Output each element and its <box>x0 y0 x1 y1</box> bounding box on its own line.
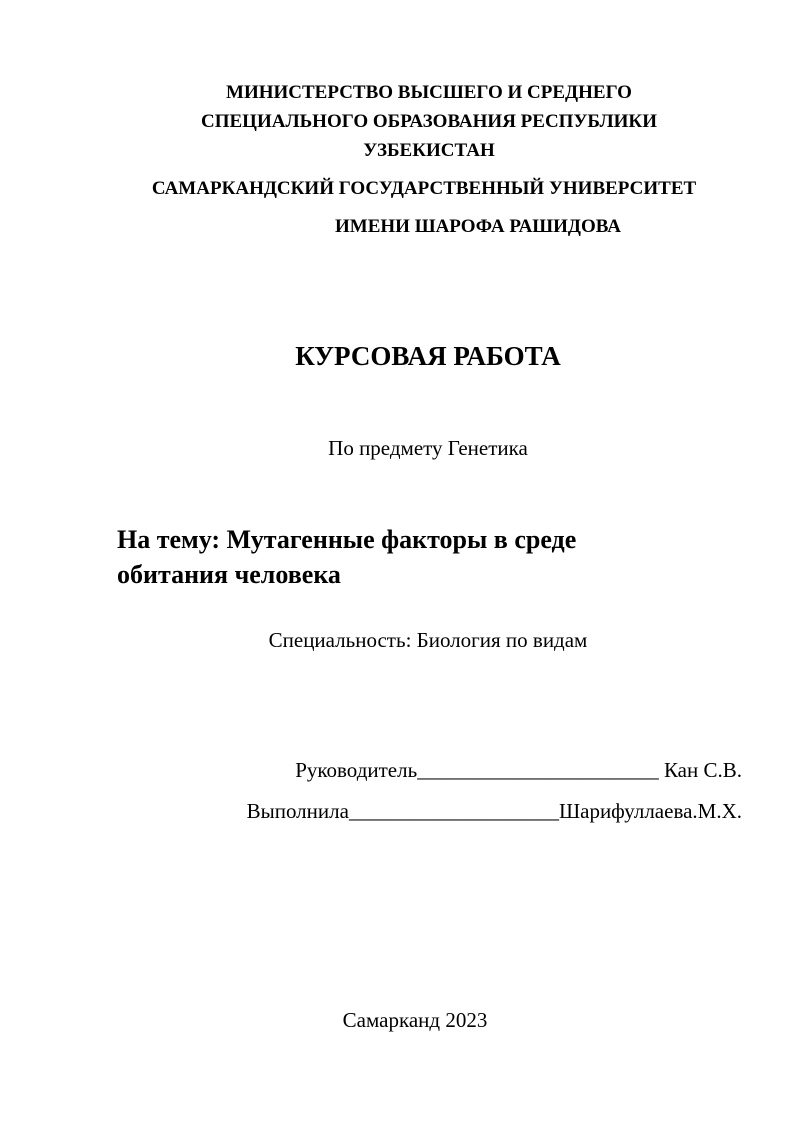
ministry-line-1: МИНИСТЕРСТВО ВЫСШЕГО И СРЕДНЕГО <box>226 82 632 103</box>
supervisor-name: Кан С.В. <box>658 758 742 782</box>
university-name-line-2: ИМЕНИ ШАРОФА РАШИДОВА <box>335 216 621 237</box>
ministry-line-3: УЗБЕКИСТАН <box>363 140 495 161</box>
ministry-heading <box>140 78 718 165</box>
topic-line-1: На тему: Мутагенные факторы в среде <box>117 525 577 554</box>
performer-signature-row <box>247 797 742 825</box>
supervisor-signature-row <box>295 756 742 784</box>
university-name-line-1: САМАРКАНДСКИЙ ГОСУДАРСТВЕННЫЙ УНИВЕРСИТЕТ <box>151 178 697 199</box>
work-type-title: КУРСОВАЯ РАБОТА <box>295 341 561 371</box>
supervisor-label: Руководитель <box>295 758 418 782</box>
city-year: Самарканд 2023 <box>342 1008 488 1032</box>
supervisor-signature-line: _______________________ <box>417 758 659 782</box>
topic-heading <box>117 522 717 592</box>
topic-line-2: обитания человека <box>117 560 341 589</box>
performer-label: Выполнила <box>246 799 349 823</box>
performer-name: Шарифуллаева.М.Х. <box>558 799 742 823</box>
subject-line: По предмету Генетика <box>328 436 528 460</box>
ministry-line-2: СПЕЦИАЛЬНОГО ОБРАЗОВАНИЯ РЕСПУБЛИКИ <box>201 111 657 132</box>
performer-signature-line: ____________________ <box>348 799 559 823</box>
specialty-line: Специальность: Биология по видам <box>268 628 588 652</box>
